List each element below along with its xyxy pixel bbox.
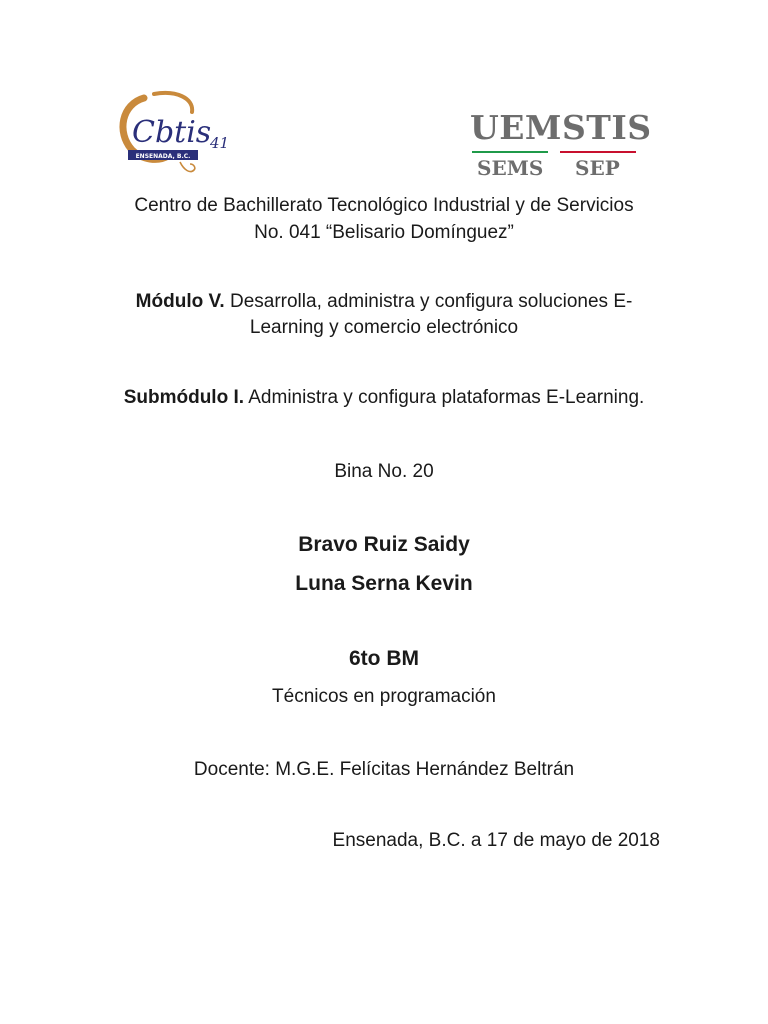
teacher: Docente: M.G.E. Felícitas Hernández Beltrán [193, 759, 575, 780]
place-date: Ensenada, B.C. a 17 de mayo de 2018 [332, 830, 660, 851]
svg-text:41: 41 [210, 134, 230, 152]
svg-text:Cbtis: Cbtis [132, 115, 212, 150]
uemstis-red-bar [560, 151, 636, 153]
student-name-2: Luna Serna Kevin [295, 572, 473, 595]
team-number: Bina No. 20 [334, 461, 434, 482]
uemstis-sems-sep-logo [464, 108, 652, 184]
group: 6to BM [349, 647, 419, 670]
cbtis-41-logo [114, 90, 238, 180]
module-text-1: Desarrolla, administra y configura soluciones E- [224, 291, 633, 312]
uemstis-green-bar [472, 151, 548, 153]
submodule-label: Submódulo I. [123, 387, 245, 408]
module-text-2: Learning y comercio electrónico [249, 317, 519, 338]
school-name: Centro de Bachillerato Tecnológico Industrial y de Servicios [134, 195, 634, 216]
student-name-1: Bravo Ruiz Saidy [298, 533, 470, 556]
sems-label: SEMS [477, 156, 544, 180]
module-line-1 [0, 290, 768, 314]
sep-label: SEP [575, 156, 620, 180]
school-number: No. 041 “Belisario Domínguez” [254, 222, 514, 243]
submodule-line [0, 386, 768, 410]
cbtis-logo-graphic [114, 90, 238, 180]
module-label: Módulo V. [135, 291, 225, 312]
career: Técnicos en programación [272, 686, 496, 707]
submodule-text: Administra y configura plataformas E-Learning. [244, 387, 645, 408]
uemstis-title: UEMSTIS [470, 108, 652, 147]
svg-text:ENSENADA, B.C.: ENSENADA, B.C. [135, 153, 191, 160]
